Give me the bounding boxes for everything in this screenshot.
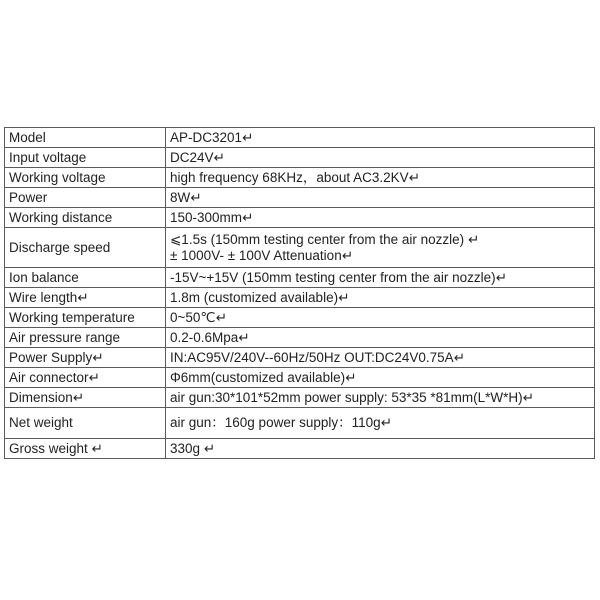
row-value-line-1: ⩽1.5s (150mm testing center from the air nozzle) ↵ bbox=[170, 231, 480, 247]
row-label: Wire length↵ bbox=[5, 288, 166, 308]
table-row bbox=[5, 128, 595, 148]
table-row bbox=[5, 388, 595, 408]
table-row bbox=[5, 439, 595, 459]
row-label: Power bbox=[5, 188, 166, 208]
row-value: IN:AC95V/240V--60Hz/50Hz OUT:DC24V0.75A↵ bbox=[166, 348, 595, 368]
row-value: 8W↵ bbox=[166, 188, 595, 208]
row-label: Working temperature bbox=[5, 308, 166, 328]
table-row bbox=[5, 268, 595, 288]
row-value: air gun:30*101*52mm power supply: 53*35 *81mm(L*W*H)↵ bbox=[166, 388, 595, 408]
table-row bbox=[5, 168, 595, 188]
table-row bbox=[5, 208, 595, 228]
row-label: Working voltage bbox=[5, 168, 166, 188]
row-label: Input voltage bbox=[5, 148, 166, 168]
row-label: Model bbox=[5, 128, 166, 148]
spec-table bbox=[4, 127, 595, 459]
table-row bbox=[5, 148, 595, 168]
table-row bbox=[5, 348, 595, 368]
table-row bbox=[5, 288, 595, 308]
row-label: Power Supply↵ bbox=[5, 348, 166, 368]
row-value: AP-DC3201↵ bbox=[166, 128, 595, 148]
row-value: -15V~+15V (150mm testing center from the air nozzle)↵ bbox=[166, 268, 595, 288]
row-value: 150-300mm↵ bbox=[166, 208, 595, 228]
row-label: Dimension↵ bbox=[5, 388, 166, 408]
row-label: Ion balance bbox=[5, 268, 166, 288]
row-value: Φ6mm(customized available)↵ bbox=[166, 368, 595, 388]
row-label: Air connector↵ bbox=[5, 368, 166, 388]
table-row bbox=[5, 188, 595, 208]
row-value bbox=[166, 228, 595, 268]
table-row bbox=[5, 328, 595, 348]
table-row bbox=[5, 368, 595, 388]
table-row bbox=[5, 308, 595, 328]
row-label: Gross weight ↵ bbox=[5, 439, 166, 459]
row-label: Working distance bbox=[5, 208, 166, 228]
row-value: air gun：160g power supply：110g↵ bbox=[166, 408, 595, 439]
row-label: Discharge speed bbox=[5, 228, 166, 268]
row-label: Air pressure range bbox=[5, 328, 166, 348]
row-value: 330g ↵ bbox=[166, 439, 595, 459]
row-value-line-2: ± 1000V- ± 100V Attenuation↵ bbox=[170, 247, 354, 263]
row-value: 0.2-0.6Mpa↵ bbox=[166, 328, 595, 348]
row-value: high frequency 68KHz，about AC3.2KV↵ bbox=[166, 168, 595, 188]
row-label: Net weight bbox=[5, 408, 166, 439]
table-row bbox=[5, 408, 595, 439]
row-value: 1.8m (customized available)↵ bbox=[166, 288, 595, 308]
table-row bbox=[5, 228, 595, 268]
row-value: DC24V↵ bbox=[166, 148, 595, 168]
row-value: 0~50℃↵ bbox=[166, 308, 595, 328]
